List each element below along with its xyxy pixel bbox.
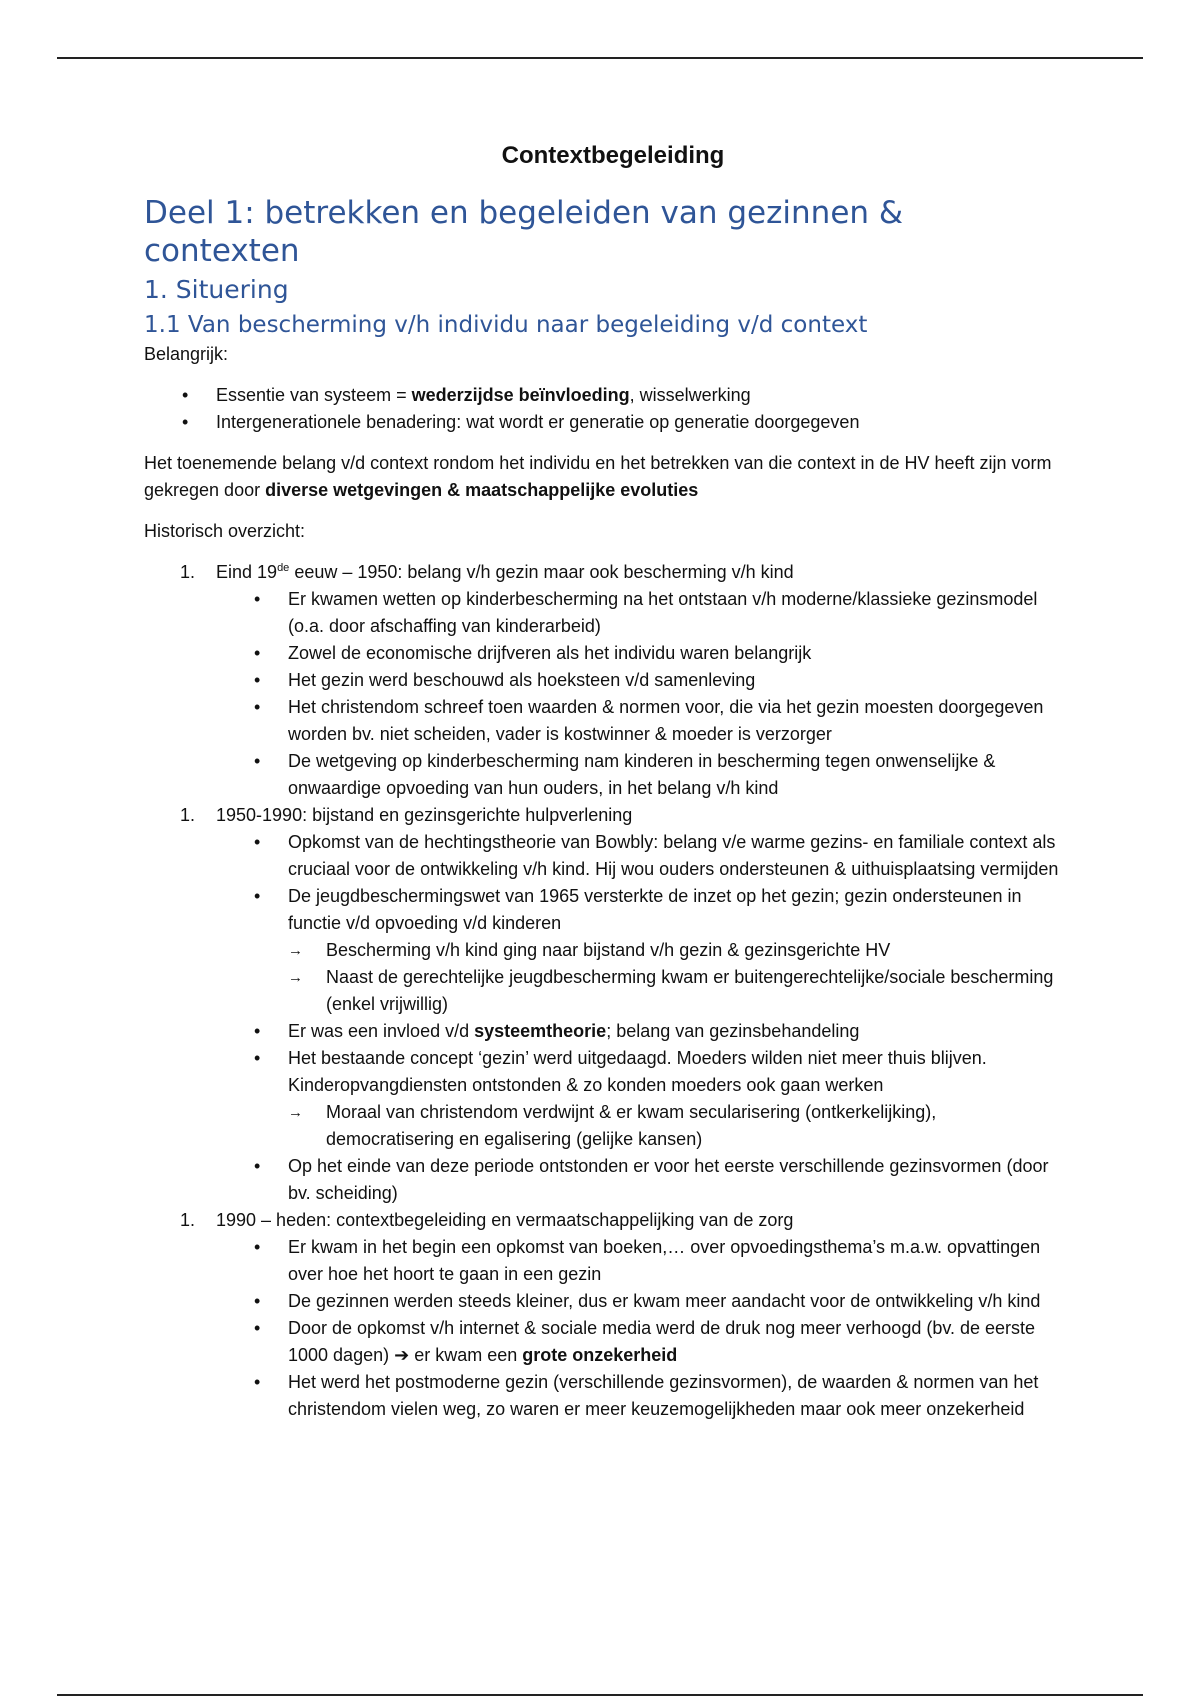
period-title: 1950-1990: bijstand en gezinsgerichte hulpverlening (216, 805, 633, 825)
period-item: 1. Eind 19de eeuw – 1950: belang v/h gezin maar ook bescherming v/h kind • Er kwamen wetten op kinderbescherming na het ontstaan v/h moderne/klassieke gezinsmodel (o.a. door afschaffing van kinderarbeid) • Zowel de economische drijfveren als het individu waren belangrijk • Het gezin werd beschouwd als hoeksteen v/d samenleving • Het christendom schreef toen waarden & normen voor, die via het gezin moesten doorgegeven worden bv. niet scheiden, vader is kostwinner & moeder is verzorger • De wetgeving op kinderbescherming nam kinderen in bescherming tegen onwenselijke & onwaardige opvoeding van hun ouders, in het belang v/h kind (144, 559, 1064, 802)
period-bullets (216, 829, 1064, 1207)
list-item: • Opkomst van de hechtingstheorie van Bowbly: belang v/e warme gezins- en familiale context als cruciaal voor de ontwikkeling v/h kind. Hij wou ouders ondersteunen & uithuisplaatsing vermijden (144, 829, 1064, 883)
history-label: Historisch overzicht: (144, 521, 306, 541)
list-item: • Er kwam in het begin een opkomst van boeken,… over opvoedingsthema’s m.a.w. opvattingen over hoe het hoort te gaan in een gezin (144, 1234, 1064, 1288)
period-bullets (216, 1234, 1064, 1423)
part-heading: Deel 1: betrekken en begeleiden van gezinnen & contexten (144, 195, 904, 269)
important-list (144, 382, 1064, 436)
list-item: • De gezinnen werden steeds kleiner, dus er kwam meer aandacht voor de ontwikkeling v/h kind (144, 1288, 1064, 1315)
list-item: • Zowel de economische drijfveren als het individu waren belangrijk (144, 640, 1064, 667)
footer-rule (57, 1694, 1143, 1696)
subsection-heading: 1.1 Van bescherming v/h individu naar begeleiding v/d context (144, 312, 868, 338)
section-heading: 1. Situering (144, 275, 289, 304)
list-item: • Het christendom schreef toen waarden & normen voor, die via het gezin moesten doorgegeven worden bv. niet scheiden, vader is kostwinner & moeder is verzorger (144, 694, 1064, 748)
period-item: 1. 1990 – heden: contextbegeleiding en vermaatschappelijking van de zorg • Er kwam in het begin een opkomst van boeken,… over opvoedingsthema’s m.a.w. opvattingen over hoe het hoort te gaan in een gezin • De gezinnen werden steeds kleiner, dus er kwam meer aandacht voor de ontwikkeling v/h kind • Door de opkomst v/h internet & sociale media werd de druk nog meer verhoogd (bv. de eerste 1000 dagen) ➔ er kwam een grote onzekerheid • Het werd het postmoderne gezin (verschillende gezinsvormen), de waarden & normen van het christendom vielen weg, zo waren er meer keuzemogelijkheden maar ook meer onzekerheid (144, 1207, 1064, 1423)
period-title: Eind 19de eeuw – 1950: belang v/h gezin maar ook bescherming v/h kind (216, 562, 794, 582)
important-label: Belangrijk: (144, 344, 229, 364)
history-list (144, 559, 1064, 1423)
list-item: • Het werd het postmoderne gezin (verschillende gezinsvormen), de waarden & normen van het christendom vielen weg, zo waren er meer keuzemogelijkheden maar ook meer onzekerheid (144, 1369, 1064, 1423)
arrow-icon: ➔ (394, 1345, 410, 1365)
list-item: • Door de opkomst v/h internet & sociale media werd de druk nog meer verhoogd (bv. de eerste 1000 dagen) ➔ er kwam een grote onzekerheid (144, 1315, 1064, 1369)
list-item: • Het bestaande concept ‘gezin’ werd uitgedaagd. Moeders wilden niet meer thuis blijven. Kinderopvangdiensten ontstonden & zo konden moeders ook gaan werken → Moraal van christendom verdwijnt & er kwam secularisering (ontkerkelijking), democratisering en egalisering (gelijke kansen) (144, 1045, 1064, 1153)
list-item: • Het gezin werd beschouwd als hoeksteen v/d samenleving (144, 667, 1064, 694)
list-item: • Essentie van systeem = wederzijdse beïnvloeding, wisselwerking (144, 382, 1064, 409)
arrow-list (288, 937, 1064, 1018)
arrow-item: → Moraal van christendom verdwijnt & er kwam secularisering (ontkerkelijking), democratisering en egalisering (gelijke kansen) (288, 1099, 1064, 1153)
period-title: 1990 – heden: contextbegeleiding en vermaatschappelijking van de zorg (216, 1210, 794, 1230)
arrow-list (288, 1099, 1064, 1153)
list-item: • Er was een invloed v/d systeemtheorie; belang van gezinsbehandeling (144, 1018, 1064, 1045)
list-item: • Op het einde van deze periode ontstonden er voor het eerste verschillende gezinsvormen (door bv. scheiding) (144, 1153, 1064, 1207)
list-item: • De jeugdbeschermingswet van 1965 versterkte de inzet op het gezin; gezin ondersteunen in functie v/d opvoeding v/d kinderen → Bescherming v/h kind ging naar bijstand v/h gezin & gezinsgerichte HV → Naast de gerechtelijke jeugdbescherming kwam er buitengerechtelijke/sociale bescherming (enkel vrijwillig) (144, 883, 1064, 1018)
period-bullets (216, 586, 1064, 802)
document-title: Contextbegeleiding (501, 142, 725, 169)
header-rule (57, 57, 1143, 59)
intro-paragraph: Het toenemende belang v/d context rondom het individu en het betrekken van die context in de HV heeft zijn vorm gekregen door diverse wetgevingen & maatschappelijke evoluties (144, 453, 1052, 500)
document-body (144, 142, 1064, 1423)
period-item: 1. 1950-1990: bijstand en gezinsgerichte hulpverlening • Opkomst van de hechtingstheorie van Bowbly: belang v/e warme gezins- en familiale context als cruciaal voor de ontwikkeling v/h kind. Hij wou ouders ondersteunen & uithuisplaatsing vermijden • De jeugdbeschermingswet van 1965 versterkte de inzet op het gezin; gezin ondersteunen in functie v/d opvoeding v/d kinderen → Bescherming v/h kind ging naar bijstand v/h gezin & gezinsgerichte HV → Naast de gerechtelijke jeugdbescherming kwam er buitengerechtelijke/sociale bescherming (enkel vrijwillig) • Er was een invloed v/d systeemtheorie; belang van gezinsbehandeling • Het bestaande concept ‘gezin’ werd uitgedaagd. Moeders wilden niet meer thuis blijven. Kinderopvangdiensten ontstonden & zo konden moeders ook gaan werken → Moraal van christendom verdwijnt & er kwam secularisering (ontkerkelijking), democratisering en egalisering (gelijke kansen) • Op het einde van deze periode ontstonden er voor het eerste verschillende gezinsvormen (door bv. scheiding) (144, 802, 1064, 1207)
list-item: • De wetgeving op kinderbescherming nam kinderen in bescherming tegen onwenselijke & onwaardige opvoeding van hun ouders, in het belang v/h kind (144, 748, 1064, 802)
arrow-item: → Naast de gerechtelijke jeugdbescherming kwam er buitengerechtelijke/sociale bescherming (enkel vrijwillig) (288, 964, 1064, 1018)
list-item: • Intergenerationele benadering: wat wordt er generatie op generatie doorgegeven (144, 409, 1064, 436)
list-item: • Er kwamen wetten op kinderbescherming na het ontstaan v/h moderne/klassieke gezinsmodel (o.a. door afschaffing van kinderarbeid) (144, 586, 1064, 640)
arrow-item: → Bescherming v/h kind ging naar bijstand v/h gezin & gezinsgerichte HV (288, 937, 1064, 964)
